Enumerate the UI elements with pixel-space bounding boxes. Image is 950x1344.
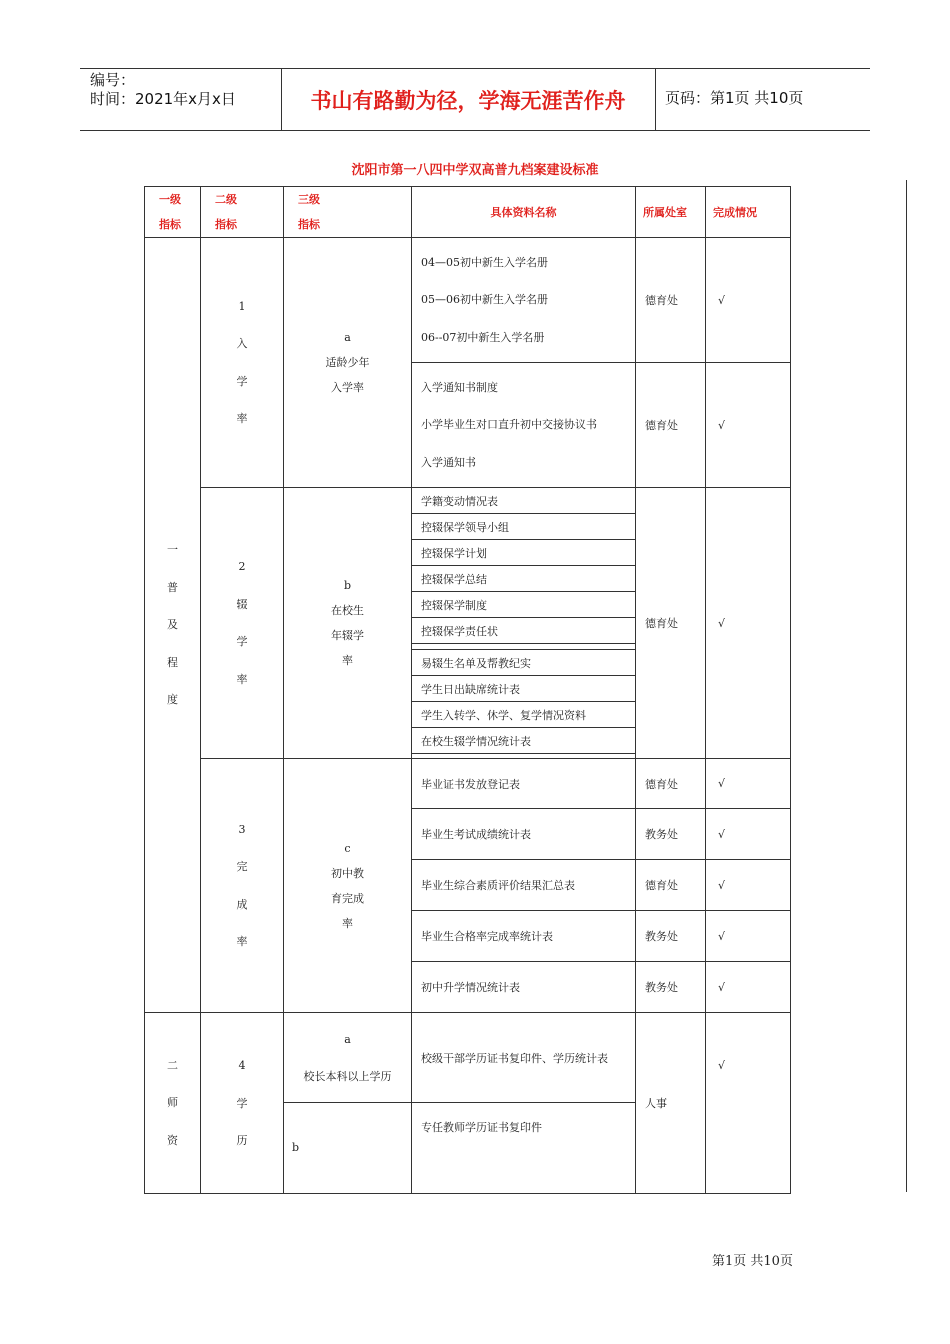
status-cell: √ [706, 488, 791, 759]
materials-item: 控辍保学总结 [412, 566, 636, 592]
level2-cell: 4 学 历 [201, 1013, 284, 1194]
materials-item: 学生入转学、休学、复学情况资料 [412, 702, 636, 728]
materials-cell: 04—05初中新生入学名册 05—06初中新生入学名册 06--07初中新生入学名册 [412, 238, 636, 363]
col-header-materials: 具体资料名称 [412, 187, 636, 238]
status-cell: √ [706, 759, 791, 809]
materials-item: 学籍变动情况表 [412, 488, 636, 514]
col-header-department: 所属处室 [636, 187, 706, 238]
table-header-row [145, 187, 791, 238]
level2-cell: 2 辍 学 率 [201, 488, 284, 759]
department-cell: 人事 [636, 1013, 706, 1194]
materials-item: 初中升学情况统计表 [412, 962, 636, 1013]
col-header-level1: 一级 指标 [145, 187, 201, 238]
department-cell: 德育处 [636, 860, 706, 911]
table-row [145, 488, 791, 514]
table-row [145, 1013, 791, 1103]
header-divider [655, 69, 656, 130]
materials-item: 毕业证书发放登记表 [412, 759, 636, 809]
materials-item: 易辍生名单及帮教纪实 [412, 650, 636, 676]
department-cell: 德育处 [636, 238, 706, 363]
materials-item: 毕业生考试成绩统计表 [412, 809, 636, 860]
materials-item: 在校生辍学情况统计表 [412, 728, 636, 754]
status-cell: √ [706, 962, 791, 1013]
materials-item: 控辍保学计划 [412, 540, 636, 566]
col-header-status: 完成情况 [706, 187, 791, 238]
col-header-level3: 三级 指标 [284, 187, 412, 238]
materials-item: 控辍保学制度 [412, 592, 636, 618]
department-cell: 德育处 [636, 759, 706, 809]
right-margin-line [906, 180, 907, 1192]
level3-cell: a 适龄少年 入学率 [284, 238, 412, 488]
status-cell: √ [706, 809, 791, 860]
level2-cell: 3 完 成 率 [201, 759, 284, 1013]
materials-item: 专任教师学历证书复印件 [412, 1103, 636, 1194]
table-row [145, 759, 791, 809]
header-meta [90, 71, 236, 109]
level2-cell: 1 入 学 率 [201, 238, 284, 488]
document-title: 沈阳市第一八四中学双高普九档案建设标准 [351, 163, 599, 178]
department-cell: 德育处 [636, 363, 706, 488]
level3-cell: c 初中教 育完成 率 [284, 759, 412, 1013]
materials-item: 毕业生合格率完成率统计表 [412, 911, 636, 962]
page-header [80, 68, 870, 131]
materials-item: 控辍保学领导小组 [412, 514, 636, 540]
status-cell: √ [706, 363, 791, 488]
number-label: 编号： [90, 71, 136, 89]
col-header-level2: 二级 指标 [201, 187, 284, 238]
header-motto: 书山有路勤为径，学海无涯苦作舟 [310, 88, 626, 113]
level3-cell: b 在校生 年辍学 率 [284, 488, 412, 759]
materials-item: 毕业生综合素质评价结果汇总表 [412, 860, 636, 911]
status-cell: √ [706, 911, 791, 962]
level1-cell: 一 普 及 程 度 [145, 238, 201, 1013]
standards-table [144, 186, 791, 1194]
materials-item: 学生日出缺席统计表 [412, 676, 636, 702]
header-page-label: 页码：第1页 共10页 [665, 89, 804, 107]
page-footer: 第1页 共10页 [712, 1254, 793, 1269]
level3-cell: a 校长本科以上学历 [284, 1013, 412, 1103]
department-cell: 德育处 [636, 488, 706, 759]
status-cell: √ [706, 1013, 791, 1194]
time-label: 时间：2021年x月x日 [90, 90, 236, 108]
department-cell: 教务处 [636, 809, 706, 860]
materials-item: 控辍保学责任状 [412, 618, 636, 644]
materials-cell: 入学通知书制度 小学毕业生对口直升初中交接协议书 入学通知书 [412, 363, 636, 488]
table-row [145, 238, 791, 363]
materials-item: 校级干部学历证书复印件、学历统计表 [412, 1013, 636, 1103]
level1-cell: 二 师 资 [145, 1013, 201, 1194]
status-cell: √ [706, 860, 791, 911]
department-cell: 教务处 [636, 911, 706, 962]
department-cell: 教务处 [636, 962, 706, 1013]
level3-cell: b [284, 1103, 412, 1194]
status-cell: √ [706, 238, 791, 363]
